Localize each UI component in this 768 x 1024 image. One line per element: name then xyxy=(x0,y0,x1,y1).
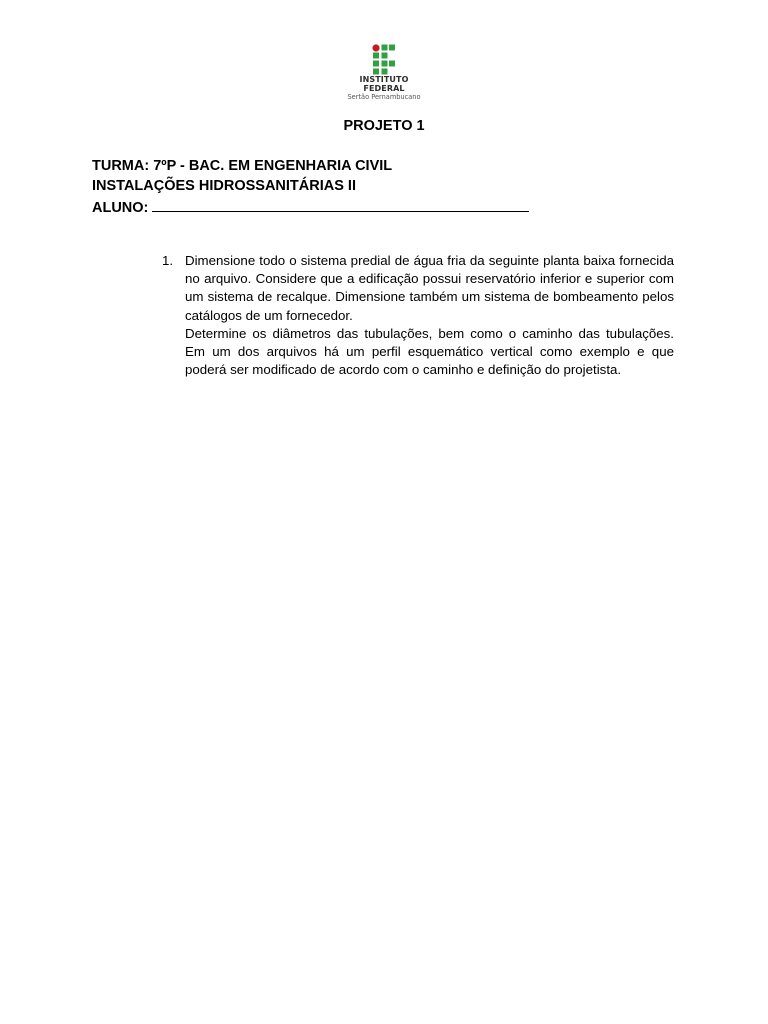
if-logo-mark xyxy=(372,44,396,76)
logo-square xyxy=(382,45,388,51)
logo-square xyxy=(373,61,379,67)
list-item-number: 1. xyxy=(162,253,174,268)
logo-red-dot xyxy=(372,44,379,51)
page-title: PROJETO 1 xyxy=(343,118,425,134)
logo-square xyxy=(382,53,388,59)
turma-line: TURMA: 7ºP - BAC. EM ENGENHARIA CIVIL xyxy=(92,158,393,174)
aluno-label: ALUNO: xyxy=(92,199,149,216)
institution-logo xyxy=(339,44,429,110)
header-block xyxy=(92,156,529,218)
logo-text-federal: FEDERAL xyxy=(363,83,405,93)
logo-text-instituto: INSTITUTO xyxy=(359,75,409,84)
list-item-paragraph: Determine os diâmetros das tubulações, bem como o caminho das tubulações. Em um dos arquivos há um perfil esquemático vertical como exemplo e que poderá ser modificado de acordo com o caminho e definição do projetista. xyxy=(185,325,674,378)
aluno-blank-line xyxy=(152,197,529,212)
numbered-list xyxy=(162,252,674,379)
list-item xyxy=(162,252,674,379)
logo-square xyxy=(389,45,395,51)
logo-square xyxy=(373,53,379,59)
logo-text-campus: Sertão Pernambucano xyxy=(347,93,421,101)
logo-square xyxy=(382,61,388,67)
logo-square xyxy=(373,69,379,75)
logo-square xyxy=(389,61,395,67)
list-item-body xyxy=(185,252,674,379)
logo-square xyxy=(382,69,388,75)
aluno-line xyxy=(92,197,529,218)
list-item-paragraph: Dimensione todo o sistema predial de água fria da seguinte planta baixa fornecida no arquivo. Considere que a edificação possui reservatório inferior e superior com um sistema de recalque. Dimensione também um sistema de bombeamento pelos catálogos de um fornecedor. xyxy=(185,253,674,323)
disciplina-line: INSTALAÇÕES HIDROSSANITÁRIAS II xyxy=(92,178,356,195)
